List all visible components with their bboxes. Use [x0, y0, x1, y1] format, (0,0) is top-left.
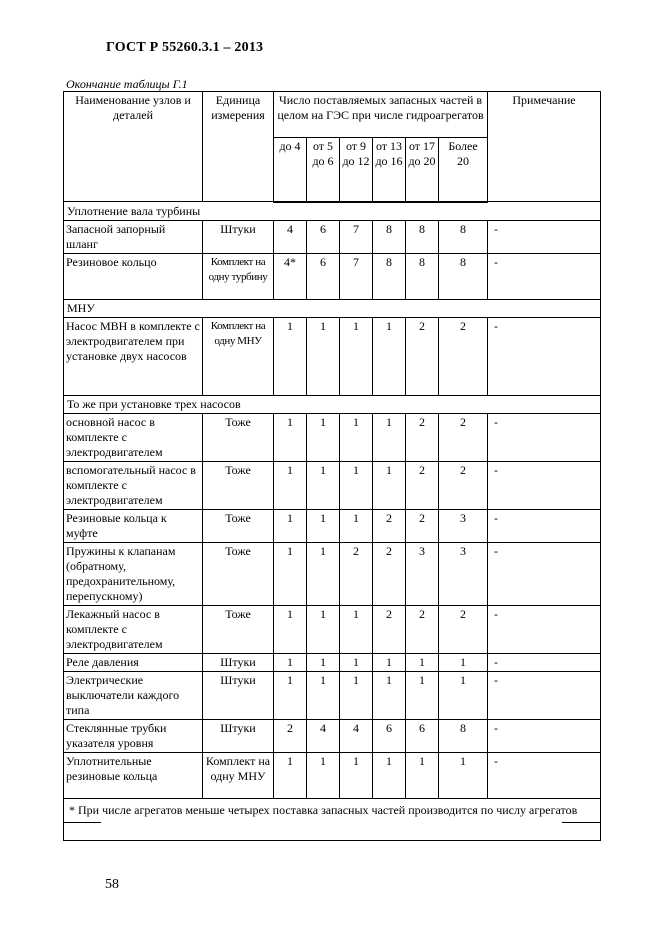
part-name: Насос МВН в комплекте с электродвигателем при установке двух насосов: [64, 317, 203, 395]
qty-cell: 1: [307, 509, 340, 542]
sub-header: от 9 до 12: [340, 138, 373, 202]
qty-cell: 1: [340, 605, 373, 653]
qty-cell: 8: [406, 220, 439, 253]
qty-cell: 1: [340, 317, 373, 395]
col-header-note: Примечание: [488, 92, 601, 202]
sub-header: от 5 до 6: [307, 138, 340, 202]
qty-cell: 1: [340, 509, 373, 542]
qty-cell: 1: [307, 413, 340, 461]
qty-cell: 8: [373, 253, 406, 299]
qty-cell: 2: [439, 413, 488, 461]
sub-header: Более 20: [439, 138, 488, 202]
qty-cell: 1: [307, 752, 340, 798]
qty-cell: 1: [406, 671, 439, 719]
qty-cell: 6: [406, 719, 439, 752]
qty-cell: 1: [373, 317, 406, 395]
col-header-count-group: Число поставляемых запасных частей в целом на ГЭС при числе гидроагрегатов: [274, 92, 488, 138]
qty-cell: 1: [274, 671, 307, 719]
part-unit: Тоже: [203, 413, 274, 461]
qty-cell: 4: [340, 719, 373, 752]
part-name: Электрические выключатели каждого типа: [64, 671, 203, 719]
qty-cell: 1: [340, 671, 373, 719]
qty-cell: 1: [373, 671, 406, 719]
qty-cell: 1: [307, 605, 340, 653]
qty-cell: 2: [406, 317, 439, 395]
note-cell: -: [488, 671, 601, 719]
note-cell: -: [488, 752, 601, 798]
col-header-name: Наименование узлов и деталей: [64, 92, 203, 202]
footnote: * При числе агрегатов меньше четырех поставка запасных частей производится по числу агрегатов: [64, 798, 601, 840]
qty-cell: 3: [406, 542, 439, 605]
part-unit: Штуки: [203, 671, 274, 719]
part-name: Резиновое кольцо: [64, 253, 203, 299]
qty-cell: 6: [307, 220, 340, 253]
part-unit: Тоже: [203, 509, 274, 542]
qty-cell: 2: [373, 542, 406, 605]
qty-cell: 1: [307, 671, 340, 719]
qty-cell: 4: [307, 719, 340, 752]
table-row: [64, 542, 601, 605]
qty-cell: 3: [439, 542, 488, 605]
part-unit: Комплект на одну МНУ: [203, 317, 274, 395]
table-row: [64, 752, 601, 798]
table-row: [64, 413, 601, 461]
qty-cell: 2: [406, 461, 439, 509]
part-name: Уплотнительные резиновые кольца: [64, 752, 203, 798]
qty-cell: 1: [274, 542, 307, 605]
qty-cell: 8: [439, 719, 488, 752]
qty-cell: 1: [439, 752, 488, 798]
qty-cell: 8: [439, 220, 488, 253]
qty-cell: 2: [406, 413, 439, 461]
part-name: Резиновые кольца к муфте: [64, 509, 203, 542]
table-row: [64, 719, 601, 752]
part-name: Запасной запорный шланг: [64, 220, 203, 253]
table-caption: Окончание таблицы Г.1: [66, 77, 188, 91]
qty-cell: 1: [373, 752, 406, 798]
note-cell: -: [488, 605, 601, 653]
table-row: [64, 605, 601, 653]
part-name: Пружины к клапанам (обратному, предохранительному, перепускному): [64, 542, 203, 605]
part-unit: Штуки: [203, 220, 274, 253]
table-row: [64, 653, 601, 671]
qty-cell: 1: [340, 413, 373, 461]
sub-header: от 17 до 20: [406, 138, 439, 202]
part-name: Стеклянные трубки указателя уровня: [64, 719, 203, 752]
qty-cell: 4: [274, 220, 307, 253]
qty-cell: 8: [373, 220, 406, 253]
qty-cell: 2: [439, 605, 488, 653]
part-unit: Тоже: [203, 461, 274, 509]
page-number: 58: [105, 877, 119, 892]
note-cell: -: [488, 413, 601, 461]
qty-cell: 2: [439, 317, 488, 395]
table-row: [64, 220, 601, 253]
footnote-row: [64, 798, 601, 840]
qty-cell: 1: [274, 317, 307, 395]
part-name: вспомогательный насос в комплекте с электродвигателем: [64, 461, 203, 509]
part-name: Лекажный насос в комплекте с электродвигателем: [64, 605, 203, 653]
qty-cell: 6: [373, 719, 406, 752]
note-cell: -: [488, 719, 601, 752]
qty-cell: 2: [406, 509, 439, 542]
note-cell: -: [488, 542, 601, 605]
part-unit: Тоже: [203, 605, 274, 653]
qty-cell: 2: [274, 719, 307, 752]
qty-cell: 6: [307, 253, 340, 299]
bottom-rule-right: [562, 822, 600, 823]
qty-cell: 1: [406, 653, 439, 671]
qty-cell: 3: [439, 509, 488, 542]
part-unit: Штуки: [203, 719, 274, 752]
section-row: [64, 202, 601, 221]
qty-cell: 2: [373, 605, 406, 653]
part-name: основной насос в комплекте с электродвигателем: [64, 413, 203, 461]
sub-header: до 4: [274, 138, 307, 202]
note-cell: -: [488, 220, 601, 253]
qty-cell: 1: [307, 542, 340, 605]
bottom-rule-left: [63, 822, 101, 823]
qty-cell: 2: [406, 605, 439, 653]
qty-cell: 1: [274, 461, 307, 509]
qty-cell: 2: [439, 461, 488, 509]
qty-cell: 8: [439, 253, 488, 299]
table-row: [64, 671, 601, 719]
qty-cell: 1: [340, 752, 373, 798]
section-title: МНУ: [64, 299, 601, 317]
qty-cell: 7: [340, 253, 373, 299]
qty-cell: 2: [373, 509, 406, 542]
qty-cell: 1: [340, 461, 373, 509]
section-title: То же при установке трех насосов: [64, 395, 601, 413]
qty-cell: 1: [406, 752, 439, 798]
part-name: Реле давления: [64, 653, 203, 671]
qty-cell: 1: [274, 752, 307, 798]
qty-cell: 1: [274, 509, 307, 542]
note-cell: -: [488, 509, 601, 542]
note-cell: -: [488, 317, 601, 395]
qty-cell: 1: [373, 653, 406, 671]
qty-cell: 8: [406, 253, 439, 299]
note-cell: -: [488, 461, 601, 509]
table-row: [64, 461, 601, 509]
part-unit: Комплект на одну турбину: [203, 253, 274, 299]
col-header-unit: Единица измерения: [203, 92, 274, 202]
qty-cell: 1: [307, 317, 340, 395]
qty-cell: 1: [340, 653, 373, 671]
table-row: [64, 509, 601, 542]
document-header: ГОСТ Р 55260.3.1 – 2013: [106, 40, 264, 55]
qty-cell: 1: [274, 653, 307, 671]
table-row: [64, 317, 601, 395]
part-unit: Штуки: [203, 653, 274, 671]
qty-cell: 2: [340, 542, 373, 605]
qty-cell: 1: [274, 605, 307, 653]
qty-cell: 1: [439, 671, 488, 719]
section-row: [64, 299, 601, 317]
qty-cell: 1: [373, 461, 406, 509]
qty-cell: 7: [340, 220, 373, 253]
qty-cell: 1: [307, 653, 340, 671]
note-cell: -: [488, 653, 601, 671]
qty-cell: 1: [274, 413, 307, 461]
part-unit: Тоже: [203, 542, 274, 605]
section-title: Уплотнение вала турбины: [64, 202, 601, 221]
note-cell: -: [488, 253, 601, 299]
part-unit: Комплект на одну МНУ: [203, 752, 274, 798]
section-row: [64, 395, 601, 413]
spare-parts-table: [63, 91, 601, 841]
sub-header: от 13 до 16: [373, 138, 406, 202]
qty-cell: 1: [439, 653, 488, 671]
qty-cell: 1: [307, 461, 340, 509]
table-row: [64, 253, 601, 299]
qty-cell: 4*: [274, 253, 307, 299]
qty-cell: 1: [373, 413, 406, 461]
header-row: [64, 92, 601, 138]
